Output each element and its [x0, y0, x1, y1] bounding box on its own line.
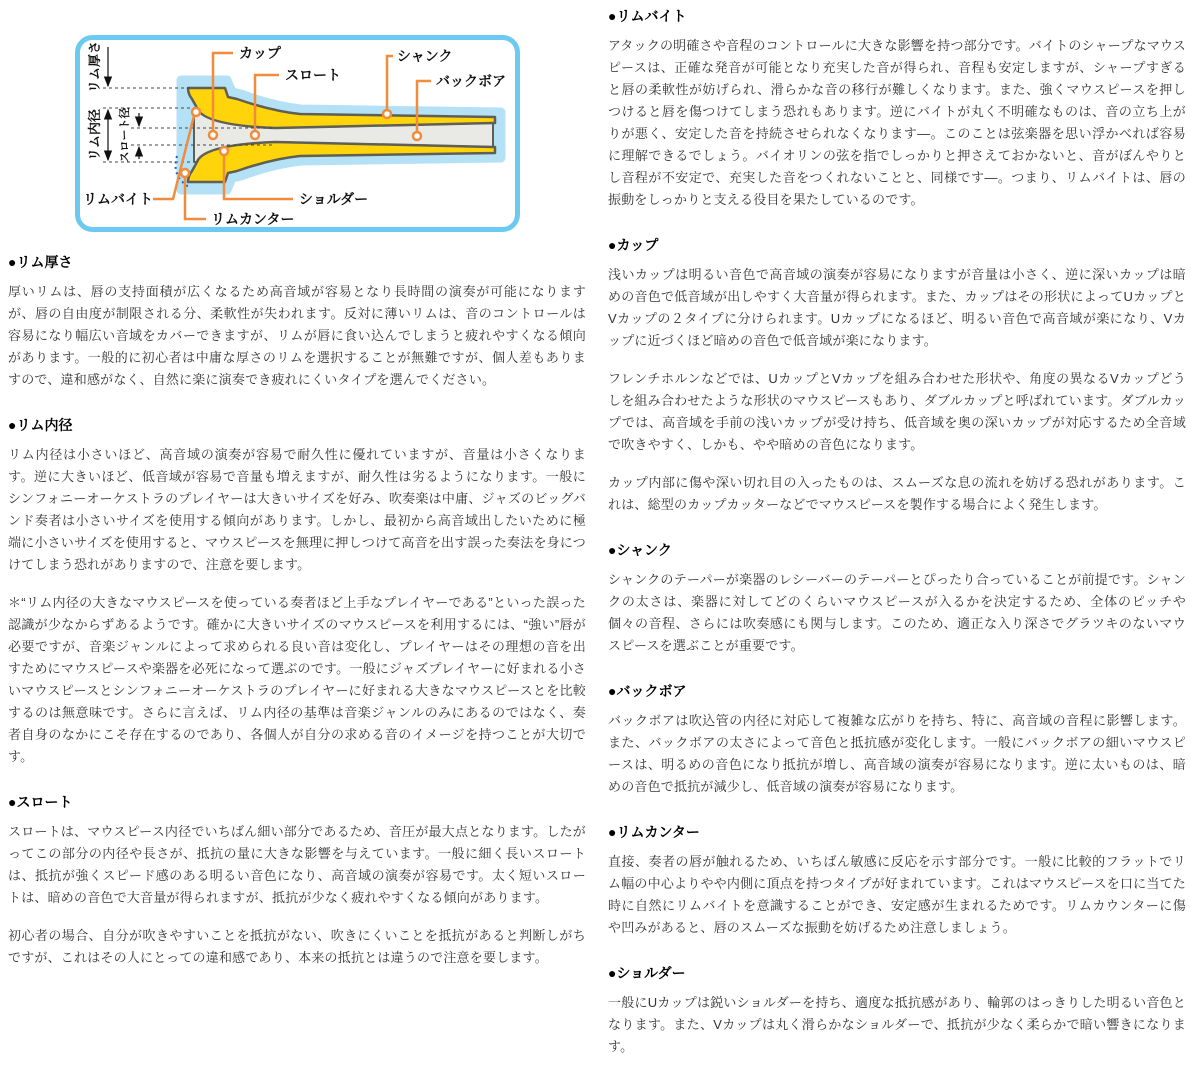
- section-backbore: [608, 683, 1186, 798]
- section-paragraph: 厚いリムは、唇の支持面積が広くなるため高音域が容易となり長時間の演奏が可能になりますが、唇の自由度が制限される分、柔軟性が失われます。反対に薄いリムは、音のコントロールは容易になり幅広い音域をカバーできますが、リムが唇に食い込んでしまうと疲れやすくなる傾向があります。一般的に初心者は中庸な厚さのリムを選択することが無難ですが、個人差もありますので、違和感がなく、自然に楽に演奏でき疲れにくいタイプを選んでください。: [8, 284, 586, 387]
- section-heading-shoulder: ●ショルダー: [608, 965, 686, 981]
- section-heading-rim-thickness: ●リム厚さ: [8, 254, 73, 270]
- section-heading-shank: ●シャンク: [608, 542, 672, 558]
- diagram-label-rim-bite: リムバイト: [83, 191, 153, 207]
- section-paragraph: 直接、奏者の唇が触れるため、いちばん敏感に反応を示す部分です。一般に比較的フラットでリム幅の中心よりやや内側に頂点を持つタイプが好まれています。これはマウスピースを口に当てた時に自然にリムバイトを意識することができ、安定感が生まれるためです。リムカウンターに傷や凹みがあると、唇のスムーズな振動を妨げるため注意しましょう。: [608, 854, 1186, 935]
- section-rim-thickness: [8, 254, 586, 391]
- section-paragraph: スロートは、マウスピース内径でいちばん細い部分であるため、音圧が最大点となります。したがってこの部分の内径や長さが、抵抗の量に大きな影響を与えています。一般に細く長いスロートは、抵抗が強くスピード感のある明るい音色になり、高音域の演奏が容易です。太く短いスロートは、暗めの音色で大音量が得られますが、抵抗が少なく疲れやすくなる傾向があります。: [8, 824, 586, 905]
- section-heading-rim-contour: ●リムカンター: [608, 824, 700, 840]
- section-heading-rim-bite: ●リムバイト: [608, 8, 687, 24]
- section-paragraph: フレンチホルンなどでは、UカップとVカップを組み合わせた形状や、角度の異なるVカップどうしを組み合わせたような形状のマウスピースもあり、ダブルカップと呼ばれています。ダブルカップでは、高音域を手前の浅いカップが受け持ち、低音域を奥の深いカップが対応するため全音域で吹きやすく、しかも、やや暗めの音色になります。: [608, 371, 1186, 452]
- diagram-label-rim-thickness: リム厚さ: [87, 40, 102, 94]
- diagram-label-rim-contour: リムカンター: [211, 211, 295, 227]
- section-throat: [8, 794, 586, 969]
- section-shank: [608, 542, 1186, 657]
- right-column: [608, 8, 1186, 1074]
- diagram-label-backbore: バックボア: [436, 73, 506, 89]
- section-paragraph: ＊“リム内径の大きなマウスピースを使っている奏者ほど上手なプレイヤーである”といった誤った認識が少なからずあるようです。確かに大きいサイズのマウスピースを利用するには、“強い”唇が必要ですが、音楽ジャンルによって求められる良い音は変化し、プレイヤーはその理想の音を出すためにマウスピースや楽器を必死になって選ぶのです。一般にジャズプレイヤーに好まれる小さいマウスピースとシンフォニーオーケストラのプレイヤーに好まれる大きなマウスピースとを比較するのは無意味です。さらに言えば、リム内径の基準は音楽ジャンルのみにあるのではなく、奏者自身のなかにこそ存在するのであり、各個人が自分の求める音のイメージを持つことが大切です。: [8, 595, 586, 764]
- diagram-label-throat-diameter: スロート径: [119, 107, 131, 163]
- section-rim-inner-diameter: [8, 417, 586, 768]
- mouthpiece-diagram: [75, 35, 520, 232]
- diagram-label-shoulder: ショルダー: [299, 191, 369, 207]
- section-paragraph: シャンクのテーパーが楽器のレシーバーのテーパーとぴったり合っていることが前提です。シャンクの太さは、楽器に対してどのくらいマウスピースが入るかを決定するため、全体のピッチや個々の音程、さらには吹奏感にも関与します。このため、適正な入り深さでグラツキのないマウスピースを選ぶことが重要です。: [608, 572, 1186, 653]
- section-heading-cup: ●カップ: [608, 237, 659, 253]
- right-sections: [608, 8, 1186, 1058]
- section-paragraph: 初心者の場合、自分が吹きやすいことを抵抗がない、吹きにくいことを抵抗があると判断しがちですが、これはその人にとっての違和感であり、本来の抵抗とは違うので注意を要します。: [8, 928, 586, 965]
- section-paragraph: 一般にUカップは鋭いショルダーを持ち、適度な抵抗感があり、輪郭のはっきりした明るい音色となります。また、Vカップは丸く滑らかなショルダーで、抵抗が少なく柔らかで暗い響きになります。: [608, 995, 1186, 1054]
- section-paragraph: リム内径は小さいほど、高音域の演奏が容易で耐久性に優れていますが、音量は小さくなります。逆に大きいほど、低音域が容易で音量も増えますが、耐久性は劣るようになります。一般にシンフォニーオーケストラのプレイヤーは大きいサイズを好み、吹奏楽は中庸、ジャズのビッグバンド奏者は小さいサイズを使用する傾向があります。しかし、最初から高音域出したいために極端に小さいサイズを使用すると、マウスピースを無理に押しつけて高音を出す誤った奏法を身につけてしまう恐れがありますので、注意を要します。: [8, 447, 586, 572]
- diagram-label-throat: スロート: [285, 67, 341, 83]
- section-paragraph: アタックの明確さや音程のコントロールに大きな影響を持つ部分です。バイトのシャープなマウスピースは、正確な発音が可能となり充実した音が得られ、音程も安定しますが、シャープすぎると唇の柔軟性が妨げられ、滑らかな音の移行が難しくなります。また、強くマウスピースを押しつけると唇を傷つけてしまう恐れもあります。逆にバイトが丸く不明確なものは、音の立ち上がりが悪く、安定した音を持続させられなくなります―。このことは弦楽器を思い浮かべれば容易に理解できるでしょう。バイオリンの弦を指でしっかりと押さえておかないと、音がぼんやりとし音程が不安定で、充実した音をつくれないことと、同様です―。つまり、リムバイトは、唇の振動をしっかりと支える役目を果たしているのです。: [608, 38, 1186, 207]
- diagram-label-shank: シャンク: [397, 48, 453, 64]
- left-column: [8, 8, 586, 1074]
- mouthpiece-diagram-svg: [75, 35, 520, 232]
- section-heading-rim-inner-diameter: ●リム内径: [8, 417, 73, 433]
- diagram-label-rim-inner-diameter: リム内径: [87, 108, 102, 162]
- section-heading-throat: ●スロート: [8, 794, 73, 810]
- diagram-label-cup: カップ: [239, 45, 281, 61]
- section-rim-contour: [608, 824, 1186, 939]
- section-paragraph: カップ内部に傷や深い切れ目の入ったものは、スムーズな息の流れを妨げる恐れがあります。これは、総型のカップカッターなどでマウスピースを製作する場合によく発生します。: [608, 475, 1186, 512]
- left-sections: [8, 254, 586, 969]
- section-paragraph: 浅いカップは明るい音色で高音域の演奏が容易になりますが音量は小さく、逆に深いカップは暗めの音色で低音域が出しやすく大音量が得られます。また、カップはその形状によってUカップとVカップの２タイプに分けられます。Uカップになるほど、明るい音色で高音域が楽になり、Vカップに近づくほど暗めの音色で低音域が楽になります。: [608, 267, 1186, 348]
- section-cup: [608, 237, 1186, 516]
- section-shoulder: [608, 965, 1186, 1058]
- section-rim-bite: [608, 8, 1186, 211]
- section-paragraph: バックボアは吹込管の内径に対応して複雑な広がりを持ち、特に、高音域の音程に影響します。また、バックボアの太さによって音色と抵抗感が変化します。一般にバックボアの細いマウスピースは、明るめの音色になり抵抗が増し、高音域の演奏が容易になります。逆に太いものは、暗めの音色で抵抗が減少し、低音域の演奏が容易になります。: [608, 713, 1186, 794]
- section-heading-backbore: ●バックボア: [608, 683, 687, 699]
